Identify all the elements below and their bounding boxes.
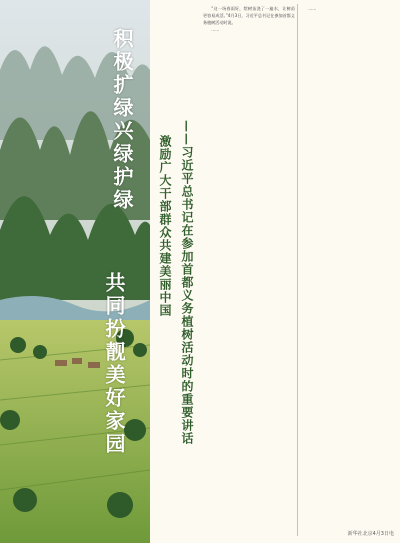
headline-main-line-1: 积极扩绿兴绿护绿 [110,28,134,212]
article-column-2 [300,6,396,13]
headline-lead-line: 激励广大干部群众共建美丽中国 [158,135,172,317]
dateline: 新华社北京4月3日电 [347,531,394,537]
article-column-1 [203,6,295,34]
headline-main-line-2: 共同扮靓美好家园 [102,272,126,456]
paragraph: …… [308,6,317,11]
headline-intro-line: ——习近平总书记在参加首都义务植树活动时的重要讲话 [180,120,194,445]
paragraph: “这一场春雨好，给树苗浇了一遍水，让树苗更容易成活。”4月3日，习近平总书记在参加首都义务植树活动时说。 [203,6,295,25]
column-divider [297,4,298,536]
paragraph: …… [211,26,220,32]
landscape-photo [0,0,150,543]
